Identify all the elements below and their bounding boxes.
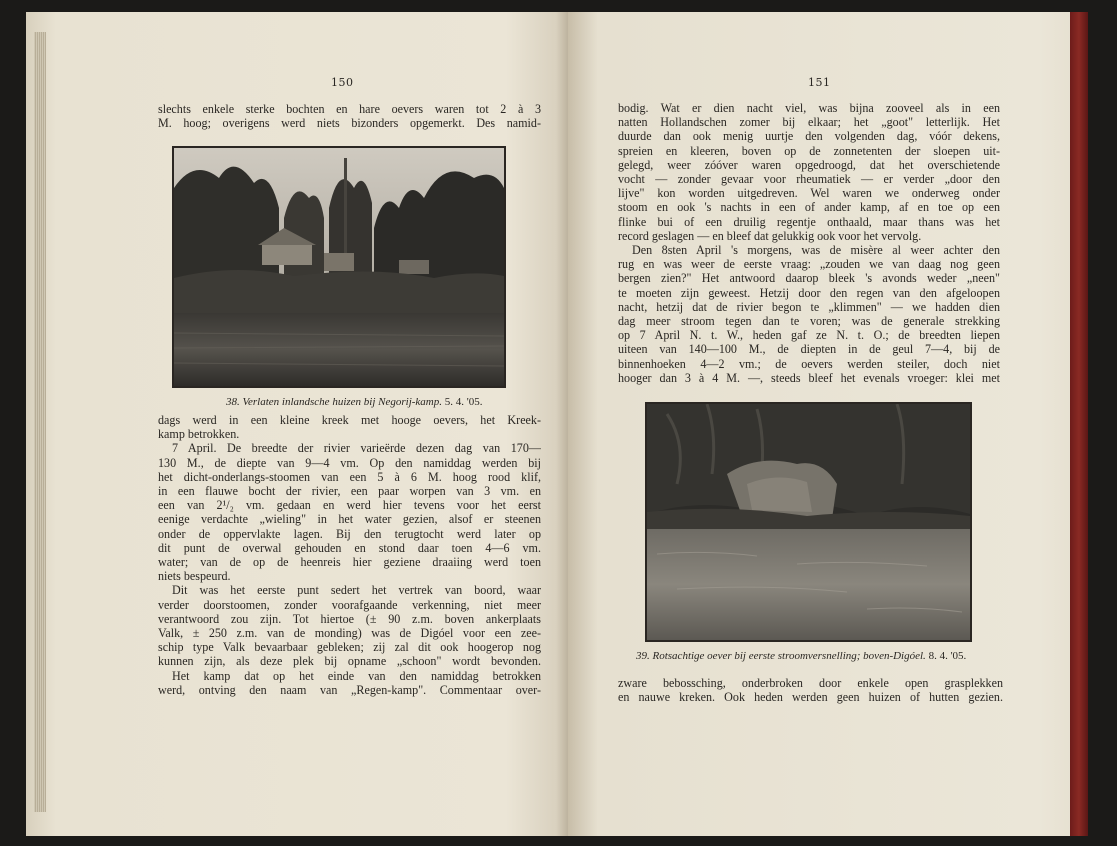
- open-book: [26, 12, 1094, 836]
- text-line: kamp betrokken.: [158, 427, 240, 442]
- text-line: eenige verdachte „wieling" in het water gezien, alsof er steenen: [158, 512, 541, 527]
- text-line: uiteen van 140—100 M., de diepten in de geul 7—4, bij de: [618, 342, 1000, 357]
- text-line: Valk, ± 250 z.m. van de monding) was de Digóel voor een zee-: [158, 626, 541, 641]
- photo-rocky-bank: [645, 402, 972, 642]
- left-page: [26, 12, 568, 836]
- text-line: rug en was weer de eerste vraag: „zouden we van daag nog geen: [618, 257, 1000, 272]
- text-line: het dicht-onderlangs-stoomen van een 5 à 6 M. hoog rood klif,: [158, 469, 541, 484]
- text-line: dag meer stroom tegen dan te voren; was de generale strekking: [618, 314, 1000, 329]
- text-line: M. hoog; overigens werd niets bizonders opgemerkt. Des namid-: [158, 116, 541, 131]
- text-line: onder de oppervlakte lagen. Bij den terugtocht werd later op: [158, 526, 541, 541]
- text-line: schip type Valk bevaarbaar gebleken; zij zal dit ook hoogerop nog: [158, 640, 541, 655]
- text-line: werd, ontving den naam van „Regen-kamp". Commentaar over-: [158, 682, 541, 697]
- text-line: slechts enkele sterke bochten en hare oevers waren tot 2 à 3: [158, 102, 541, 116]
- caption-title: 39. Rotsachtige oever bij eerste stroomversnelling; boven-Digóel.: [636, 650, 926, 662]
- right-page: [568, 12, 1088, 836]
- text-line: vocht — zonder gevaar voor rheumatiek — er verder „door den: [618, 172, 1000, 187]
- text-line: op 7 April N. t. W., heden gaf ze N. t. O.; de breedten liepen: [618, 328, 1000, 343]
- text-line: nacht, hetzij dat de rivier begon te „klimmen" — we hadden dien: [618, 299, 1000, 314]
- text-line: en nauwe kreken. Ook heden werden geen huizen of hutten gezien.: [618, 690, 1003, 705]
- text-line: dit punt de overwal gehouden en stond daar toen 4—6 vm.: [158, 540, 541, 555]
- text-line: duurde dan ook menig uurtje den volgenden dag, vóór dekens,: [618, 129, 1000, 144]
- text-line: stoom en ook 's nachts in een of ander kamp, af en toe op een: [618, 200, 1000, 215]
- book-cover-edge: [1070, 12, 1088, 836]
- text-line: record geslagen — en bleef dat gelukkig ook voor het vervolg.: [618, 228, 922, 243]
- page-number-left: 150: [331, 76, 354, 89]
- text-line: 7 April. De breedte der rivier varieërde dezen dag van 170—: [172, 441, 541, 456]
- text-line: water; van de op de heenreis hier geziene draaiing werd toen: [158, 555, 541, 570]
- text-line: lijve" kon worden uitgedreven. Wel waren we onderweg onder: [618, 186, 1000, 201]
- text-line: Het kamp dat op het einde van den namiddag betrokken: [172, 668, 541, 683]
- rocky-riverbank-photo-icon: [647, 404, 970, 640]
- caption-date: 8. 4. '05.: [928, 650, 967, 662]
- left-top-paragraph: [158, 102, 541, 130]
- text-line: natten Hollandschen zomer bij elkaar; het „goot" letterlijk. Het: [618, 115, 1000, 130]
- right-body-text: [618, 676, 1003, 704]
- text-line: hooger dan 3 à 4 M. —, steeds bleef het evenals vroeger: klei met: [618, 370, 1000, 385]
- caption-date: 5. 4. '05.: [444, 396, 483, 408]
- left-body-text: [158, 413, 541, 697]
- text-line: bodig. Wat er dien nacht viel, was bijna zooveel als in een: [618, 101, 1000, 115]
- text-line: te moeten zijn geweest. Hetzij door den regen van den afgeloopen: [618, 285, 1000, 300]
- photo-caption-39: [636, 650, 966, 662]
- text-line: spreien en kleeren, boven op de zonnetenten der sloepen uit-: [618, 143, 1000, 158]
- text-line: een van 2¹/₂ vm. gedaan en werd hier tevens voor het eerst: [158, 498, 541, 513]
- caption-title: 38. Verlaten inlandsche huizen bij Negorij-kamp.: [226, 396, 442, 408]
- page-edges: [34, 32, 46, 812]
- text-line: in een flauwe bocht der rivier, een paar worpen van 3 vm. en: [158, 484, 541, 499]
- text-line: dags werd in een kleine kreek met hooge oevers, het Kreek-: [158, 413, 541, 427]
- text-line: Dit was het eerste punt sedert het vertrek van boord, waar: [172, 583, 541, 598]
- text-line: verantwoord zou zijn. Tot hiertoe (± 90 z.m. boven ankerplaats: [158, 611, 541, 626]
- page-number-right: 151: [808, 76, 831, 89]
- text-line: 130 M., de diepte van 9—4 vm. Op den namiddag werden bij: [158, 455, 541, 470]
- photo-abandoned-houses: [172, 146, 506, 388]
- text-line: binnenhoeken 4—2 vm.; de oevers werden steiler, doch niet: [618, 356, 1000, 371]
- text-line: verder doorstoomen, zonder voorafgaande verkenning, niet meer: [158, 597, 541, 612]
- text-line: flinke bui of een druilig regentje onthaald, maar thans was het: [618, 214, 1000, 229]
- text-line: gelegd, weer zóóver waren opgedroogd, dat het overschietende: [618, 157, 1000, 172]
- text-line: kunnen zijn, als deze plek bij opname „schoon" wordt bevonden.: [158, 654, 541, 669]
- photo-caption-38: [226, 396, 482, 408]
- right-top-text: [618, 101, 1000, 385]
- text-line: niets bespeurd.: [158, 569, 231, 584]
- text-line: Den 8sten April 's morgens, was de misère al weer achter den: [632, 243, 1000, 258]
- text-line: bergen zien?" Het antwoord daarop bleek 's avonds weder „neen": [618, 271, 1000, 286]
- river-landscape-photo-icon: [174, 148, 504, 386]
- text-line: zware bebossching, onderbroken door enkele open grasplekken: [618, 676, 1003, 690]
